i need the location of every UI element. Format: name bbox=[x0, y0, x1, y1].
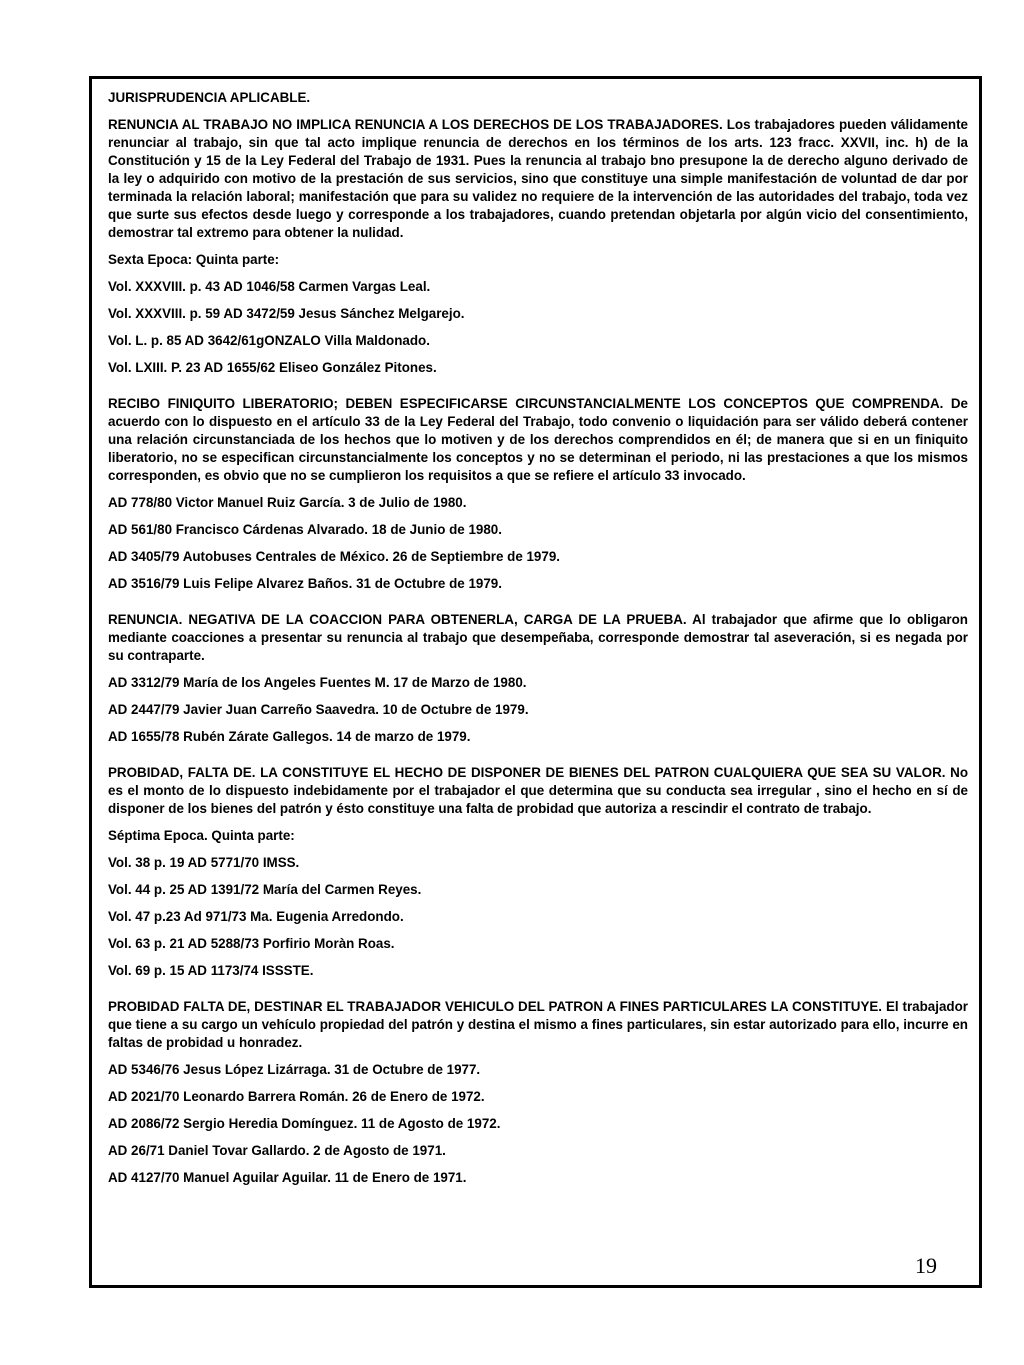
citation: Vol. 69 p. 15 AD 1173/74 ISSSTE. bbox=[108, 963, 314, 978]
citation: AD 5346/76 Jesus López Lizárraga. 31 de Octubre de 1977. bbox=[108, 1062, 481, 1077]
citation: AD 2086/72 Sergio Heredia Domínguez. 11 de Agosto de 1972. bbox=[108, 1116, 501, 1131]
citation: AD 26/71 Daniel Tovar Gallardo. 2 de Agosto de 1971. bbox=[108, 1143, 446, 1158]
block-text: RECIBO FINIQUITO LIBERATORIO; DEBEN ESPECIFICARSE CIRCUNSTANCIALMENTE LOS CONCEPTOS QUE COMPRENDA. De acuerdo con lo dispuesto en el artículo 33 de la Ley Federal del Trabajo, todo convenio o liquidación para ser válido deberá contener una relación circunstanciada de los hechos que lo motiven y de los derechos comprendidos en él; de manera que si en un finiquito liberatorio, no se especifican circunstancialmente los conceptos y no se determinan el periodo, ni las prestaciones a que los mismos corresponden, es obvio que no se cumplieron los requisitos a que se refiere el artículo 33 invocado. bbox=[108, 396, 968, 483]
citation: AD 2447/79 Javier Juan Carreño Saavedra. 10 de Octubre de 1979. bbox=[108, 702, 529, 717]
citation: Vol. 63 p. 21 AD 5288/73 Porfirio Moràn Roas. bbox=[108, 936, 395, 951]
citation: Vol. 47 p.23 Ad 971/73 Ma. Eugenia Arredondo. bbox=[108, 909, 404, 924]
citation: AD 1655/78 Rubén Zárate Gallegos. 14 de marzo de 1979. bbox=[108, 729, 471, 744]
block-text: RENUNCIA. NEGATIVA DE LA COACCION PARA OBTENERLA, CARGA DE LA PRUEBA. Al trabajador que afirme que lo obligaron mediante coacciones a presentar su renuncia al trabajo que desempeñaba, corresponde demostrar tal aseveración, si es negada por su contraparte. bbox=[108, 612, 968, 663]
citation: AD 3516/79 Luis Felipe Alvarez Baños. 31 de Octubre de 1979. bbox=[108, 576, 502, 591]
jurisprudence-block bbox=[108, 998, 968, 1187]
citation: Vol. 38 p. 19 AD 5771/70 IMSS. bbox=[108, 855, 300, 870]
document-body bbox=[108, 89, 968, 1196]
citation: Sexta Epoca: Quinta parte: bbox=[108, 252, 280, 267]
citation: AD 3405/79 Autobuses Centrales de México. 26 de Septiembre de 1979. bbox=[108, 549, 560, 564]
citation: Vol. XXXVIII. p. 43 AD 1046/58 Carmen Vargas Leal. bbox=[108, 279, 431, 294]
citation: Vol. XXXVIII. p. 59 AD 3472/59 Jesus Sánchez Melgarejo. bbox=[108, 306, 465, 321]
block-text: PROBIDAD FALTA DE, DESTINAR EL TRABAJADOR VEHICULO DEL PATRON A FINES PARTICULARES LA CONSTITUYE. El trabajador que tiene a su cargo un vehículo propiedad del patrón y destina el mismo a fines particulares, sin estar autorizado para ello, incurre en faltas de probidad u honradez. bbox=[108, 999, 968, 1050]
citation: Vol. LXIII. P. 23 AD 1655/62 Eliseo González Pitones. bbox=[108, 360, 437, 375]
jurisprudence-block bbox=[108, 116, 968, 377]
jurisprudence-block bbox=[108, 611, 968, 746]
citation: AD 2021/70 Leonardo Barrera Román. 26 de Enero de 1972. bbox=[108, 1089, 485, 1104]
citation: Vol. 44 p. 25 AD 1391/72 María del Carmen Reyes. bbox=[108, 882, 422, 897]
citation: AD 3312/79 María de los Angeles Fuentes M. 17 de Marzo de 1980. bbox=[108, 675, 527, 690]
section-heading: JURISPRUDENCIA APLICABLE. bbox=[108, 90, 311, 105]
block-text: RENUNCIA AL TRABAJO NO IMPLICA RENUNCIA A LOS DERECHOS DE LOS TRABAJADORES. Los trabajadores pueden válidamente renunciar al trabajo, sin que tal acto implique renuncia de derechos en los términos de los arts. 123 fracc. XXVII, inc. h) de la Constitución y 15 de la Ley Federal del Trabajo de 1931. Pues la renuncia al trabajo bno presupone la de derecho alguno derivado de la ley o adquirido con motivo de la prestación de sus servicios, sino que constituye una simple manifestación de voluntad de dar por terminada la relación laboral; manifestación que para su validez no requiere de la intervención de las autoridades del trabajo, toda vez que surte sus efectos desde luego y corresponde a los trabajadores, cuando pretendan objetarla por algún vicio del consentimiento, demostrar tal extremo para obtener la nulidad. bbox=[108, 117, 968, 240]
citation: Vol. L. p. 85 AD 3642/61gONZALO Villa Maldonado. bbox=[108, 333, 430, 348]
citation: Séptima Epoca. Quinta parte: bbox=[108, 828, 295, 843]
block-text: PROBIDAD, FALTA DE. LA CONSTITUYE EL HECHO DE DISPONER DE BIENES DEL PATRON CUALQUIERA QUE SEA SU VALOR. No es el monto de lo dispuesto indebidamente por el trabajador el que determina que su conducta sea irregular , sino el hecho en sí de disponer de los bienes del patrón y ésto constituye una falta de probidad que autoriza a rescindir el contrato de trabajo. bbox=[108, 765, 968, 816]
jurisprudence-block bbox=[108, 764, 968, 980]
citation: AD 778/80 Victor Manuel Ruiz García. 3 de Julio de 1980. bbox=[108, 495, 467, 510]
citation: AD 4127/70 Manuel Aguilar Aguilar. 11 de Enero de 1971. bbox=[108, 1170, 467, 1185]
citation: AD 561/80 Francisco Cárdenas Alvarado. 18 de Junio de 1980. bbox=[108, 522, 502, 537]
jurisprudence-block bbox=[108, 395, 968, 593]
page-frame bbox=[89, 76, 982, 1288]
page-number: 19 bbox=[915, 1253, 937, 1278]
